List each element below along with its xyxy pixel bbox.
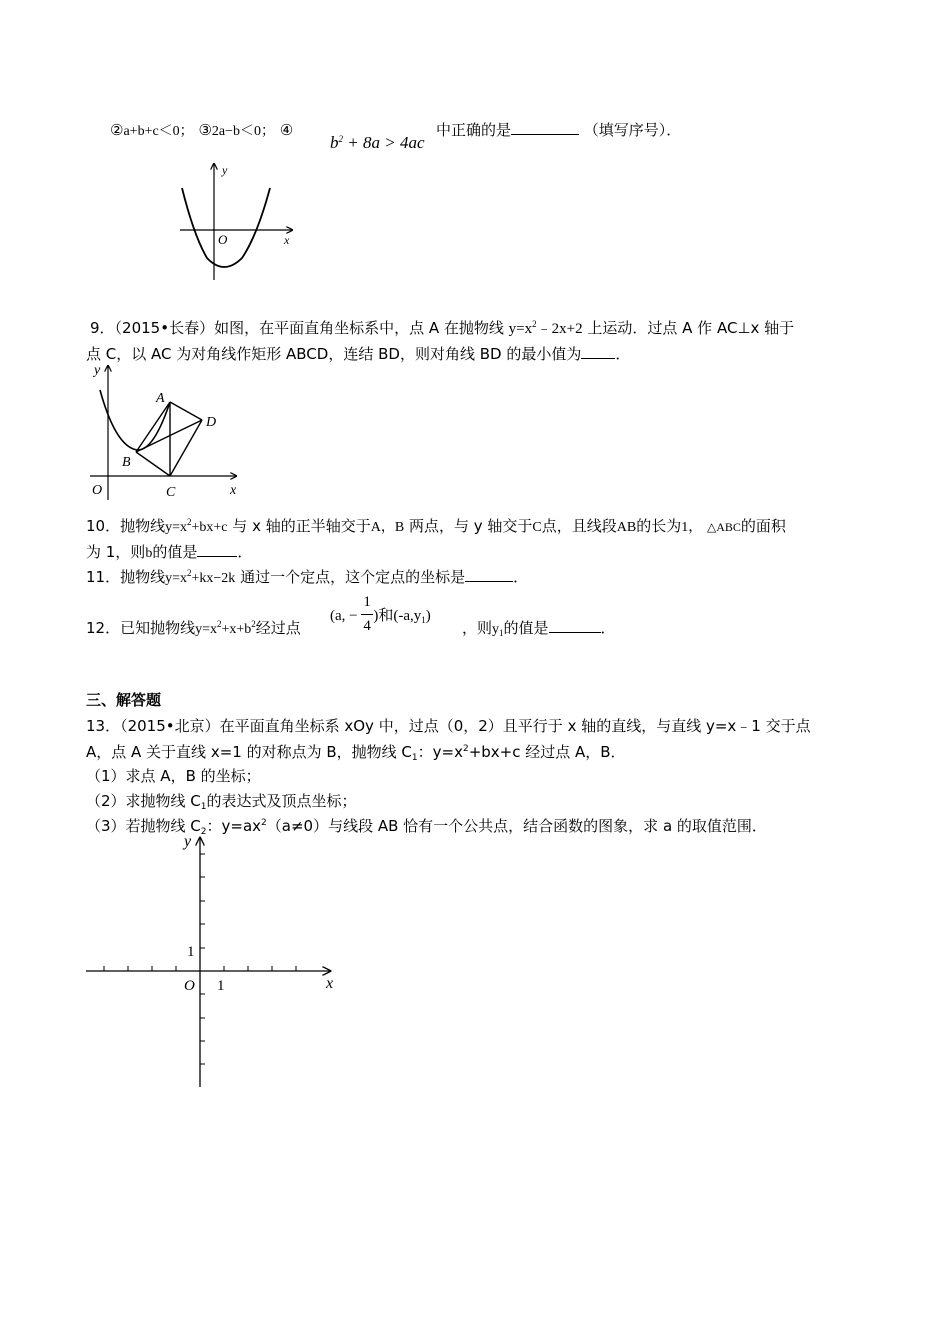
q8-answer-blank[interactable]	[511, 120, 579, 135]
q10-answer-blank[interactable]	[197, 542, 237, 557]
q8-item4-exp: 2	[338, 134, 343, 144]
q13-line1: 13．（2015•北京）在平面直角坐标系 xOy 中，过点（0，2）且平行于 x 轴的直线，与直线 y=x﹣1 交于点	[86, 717, 811, 735]
q9-answer-blank[interactable]	[581, 344, 615, 359]
q12-line: 12．已知抛物线$y=x^2+x+b^2$经过点	[86, 619, 301, 637]
q9-line2-text: 点 C，以 AC 为对角线作矩形 ABCD，连结 BD，则对角线 BD 的最小值为	[86, 345, 582, 363]
q8-item4-rest: + 8a > 4ac	[347, 133, 425, 152]
q10-line2: 为 1，则b的值是 ．	[86, 543, 253, 561]
q8-parabola-figure	[172, 158, 302, 288]
q9-label-D: D	[206, 415, 217, 430]
q13-part1: （1）求点 A，B 的坐标；	[86, 767, 261, 785]
q13-y-label: y	[184, 833, 192, 850]
q12-eq: $y=x^2+x+b^2$	[195, 619, 256, 637]
q11-line: 11．抛物线$y=x^2+kx-2k$ 通过一个定点，这个定点的坐标是 ．	[86, 568, 529, 586]
circled-3: ③	[198, 121, 212, 139]
q12-fraction: $\frac{1}{4}$	[361, 592, 373, 638]
q9-eq: $y=x^2﹣2x+2$	[508, 319, 583, 337]
q13-line2: A，点 A 关于直线 x=1 的对称点为 B，抛物线 $C_1$：$y=x^2+bx+c$ 经过点 A，B．	[86, 743, 626, 763]
q13-tick-label-x1: 1	[217, 978, 225, 994]
q12-point-expression: (a, − $\frac{1}{4}$ )和$(-a,y_1)$	[330, 592, 431, 638]
q13-x-label: x	[326, 975, 334, 992]
q11-answer-blank[interactable]	[465, 567, 513, 582]
q9-line2-end: ．	[615, 345, 631, 363]
q9-AD	[170, 402, 202, 420]
q8-y-label: y	[222, 163, 228, 177]
q9-x-label: x	[230, 483, 237, 498]
q13-origin-label: O	[184, 978, 195, 994]
circled-2: ②	[110, 121, 124, 139]
q8-origin-label: O	[218, 232, 228, 247]
q9-line1-pre: 9．（2015•长春）如图，在平面直角坐标系中，点 A 在抛物线	[90, 319, 504, 337]
q8-conclusion-line	[110, 120, 293, 142]
q8-item2-expr: a+b+c＜0；	[123, 124, 194, 139]
q8-hint: （填写序号）．	[583, 121, 682, 139]
q9-BC	[136, 452, 170, 476]
q8-suffix: 中正确的是	[436, 121, 512, 139]
q9-label-A: A	[156, 391, 165, 406]
q9-line1-post: 上运动．过点 A 作 AC⊥x 轴于	[587, 319, 795, 337]
q13-part3: （3）若抛物线 $C_2$：$y=ax^2(a\ne 0)$与线段 AB 恰有一个公共点，结合函数的图象，求 a 的取值范围．	[86, 817, 767, 837]
q12-answer-blank[interactable]	[549, 618, 601, 633]
q9-y-label: y	[94, 363, 101, 378]
circled-4: ④	[279, 121, 294, 139]
q9-label-C: C	[166, 485, 176, 500]
q9-label-B: B	[122, 455, 131, 470]
q9-origin-label: O	[92, 483, 103, 498]
q8-suffix-line	[436, 120, 681, 140]
q9-figure	[86, 360, 246, 505]
q8-item3-expr: 2a−b＜0；	[211, 124, 276, 139]
section-title: 三、解答题	[86, 691, 162, 709]
q10-line1: 10．抛物线$y=x^2+bx+c$ 与 x 轴的正半轴交于A，B 两点，与 y 轴交于C点，且线段AB的长为1， △ABC的面积	[86, 517, 786, 535]
q8-x-label: x	[284, 233, 290, 247]
q8-item4-expr	[330, 133, 425, 153]
q12-tail: ，则$y_1$的值是 ．	[462, 619, 616, 638]
q8-parabola	[182, 188, 270, 267]
q13-tick-label-y1: 1	[187, 944, 195, 960]
q13-y-ticks	[200, 854, 205, 1064]
q11-eq: $y=x^2+kx-2k$	[165, 568, 236, 586]
q9-line1	[90, 318, 794, 339]
q10-eq: $y=x^2+bx+c$	[165, 517, 228, 535]
q13-coordinate-figure	[84, 832, 354, 1092]
q8-item4-b: b	[330, 133, 339, 152]
q13-part2: （2）求抛物线 $C_1$的表达式及顶点坐标；	[86, 792, 357, 812]
